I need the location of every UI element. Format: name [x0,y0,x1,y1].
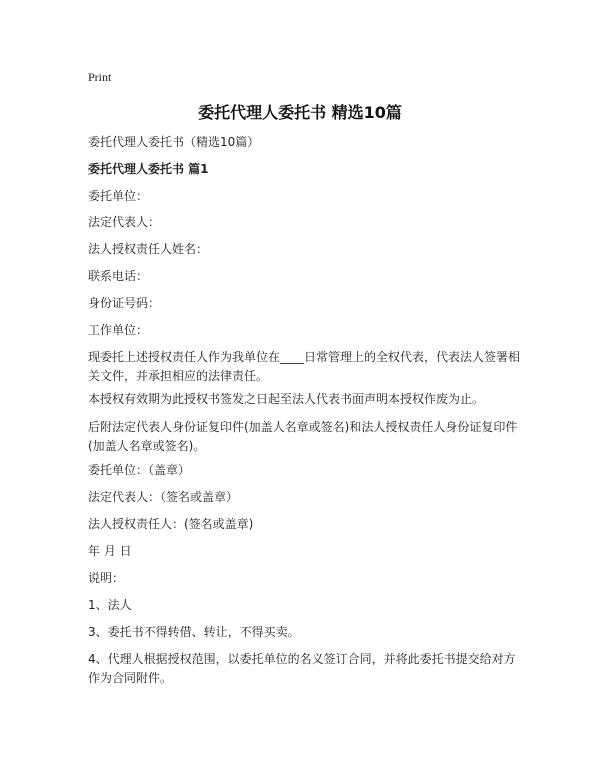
print-label: Print [88,70,112,84]
note-item-3: 3、委托书不得转借、转让，不得买卖。 [88,625,300,639]
signature-client-unit: 委托单位：（盖章） [88,463,191,477]
document-subtitle: 委托代理人委托书（精选10篇） [88,135,260,149]
paragraph-attachments: 后附法定代表人身份证复印件(加盖人名章或签名)和法人授权责任人身份证复印件(加盖人名章或签名)。 [88,420,518,453]
paragraph-authorization: 现委托上述授权责任人作为我单位在____日常管理上的全权代表，代表法人签署相关文件，并承担相应的法律责任。 [88,350,521,383]
field-id-number: 身份证号码： [88,296,161,310]
field-work-unit: 工作单位： [88,323,149,337]
signature-legal-representative: 法定代表人：（签名或盖章） [88,490,239,504]
date-line: 年 月 日 [88,544,132,558]
field-legal-representative: 法定代表人： [88,215,161,229]
section-heading: 委托代理人委托书 篇1 [88,162,209,176]
note-item-4: 4、代理人根据授权范围，以委托单位的名义签订合同，并将此委托书提交给对方作为合同附件。 [88,652,516,685]
field-phone: 联系电话： [88,269,149,283]
document-title: 委托代理人委托书 精选10篇 [198,103,402,122]
signature-authorized-person: 法人授权责任人：(签名或盖章) [88,517,254,531]
notes-heading: 说明： [88,571,125,585]
note-item-1: 1、法人 [88,598,132,612]
paragraph-validity: 本授权有效期为此授权书签发之日起至法人代表书面声明本授权作废为止。 [88,392,485,406]
field-client-unit: 委托单位： [88,189,149,203]
field-authorized-person-name: 法人授权责任人姓名： [88,242,209,256]
